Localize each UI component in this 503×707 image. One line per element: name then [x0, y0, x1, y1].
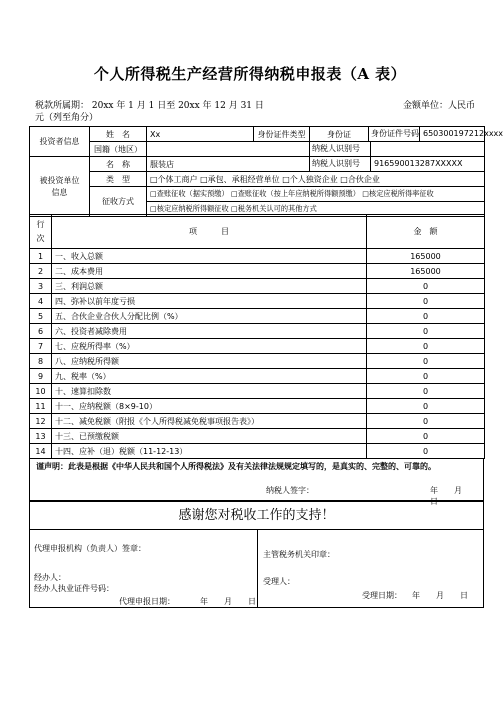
thanks-banner: 感谢您对税收工作的支持！: [29, 501, 484, 530]
row-number: 12: [30, 414, 52, 429]
table-row: [30, 339, 485, 354]
item-amount[interactable]: 0: [367, 294, 485, 309]
table-row: [30, 444, 485, 459]
tax-period: 税款所属期： 20xx 年 1 月 1 日至 20xx 年 12 月 31 日: [35, 101, 264, 111]
item-name: 十一、应纳税额（8×9-10）: [52, 399, 367, 414]
agent-org-label: 代理申报机构（负责人）签章：: [34, 544, 146, 553]
row-number: 1: [30, 249, 52, 264]
table-row: [30, 399, 485, 414]
amount-unit: 金额单位：人民币: [402, 101, 475, 111]
taxpayer-signature-label: 纳税人签字：: [266, 486, 314, 495]
item-name: 三、利润总额: [52, 279, 367, 294]
agent-date-label: 代理申报日期：: [119, 597, 175, 606]
row-number: 2: [30, 264, 52, 279]
entity-type-label: 类 型: [90, 172, 147, 187]
item-amount[interactable]: 0: [367, 279, 485, 294]
authority-date-label: 受理日期：: [362, 591, 402, 600]
item-name: 六、投资者减除费用: [52, 324, 367, 339]
table-row: [30, 384, 485, 399]
item-name: 八、应纳税所得额: [52, 354, 367, 369]
row-number: 4: [30, 294, 52, 309]
table-row: [30, 294, 485, 309]
item-amount[interactable]: 165000: [367, 249, 485, 264]
agent-cert-label: 经办人执业证件号码：: [34, 584, 114, 593]
item-name: 一、收入总额: [52, 249, 367, 264]
entity-taxpayer-id-label: 纳税人识别号: [310, 157, 371, 171]
item-amount[interactable]: 0: [367, 309, 485, 324]
item-name: 十、速算扣除数: [52, 384, 367, 399]
item-amount[interactable]: 0: [367, 384, 485, 399]
taxpayer-id-value[interactable]: [371, 142, 374, 156]
amount-header: 金 额: [367, 215, 485, 249]
investor-section-label: 投资者信息: [30, 127, 90, 157]
item-name: 二、成本费用: [52, 264, 367, 279]
row-number: 11: [30, 399, 52, 414]
signature-section: [29, 530, 484, 608]
id-number-value[interactable]: 650300197212xxxx: [423, 129, 503, 138]
table-row: [30, 369, 485, 384]
row-number: 9: [30, 369, 52, 384]
item-amount[interactable]: 0: [367, 369, 485, 384]
agent-handler-label: 经办人：: [34, 573, 66, 582]
declaration-box: [29, 458, 484, 506]
table-row: [30, 429, 485, 444]
agent-date-value: 年 月 日: [200, 597, 256, 606]
item-amount[interactable]: 0: [367, 339, 485, 354]
row-number: 10: [30, 384, 52, 399]
table-row: [30, 279, 485, 294]
investor-name-value[interactable]: Xx: [147, 127, 254, 142]
entity-taxpayer-id-value[interactable]: 916590013287XXXXX: [374, 159, 463, 168]
id-number-label: 身份证件号码: [369, 127, 420, 141]
table-row: [30, 324, 485, 339]
form-title: 个人所得税生产经营所得纳税申报表（A 表）: [93, 65, 407, 83]
table-row: [30, 309, 485, 324]
collection-method-label: 征收方式: [90, 187, 147, 217]
item-amount[interactable]: 0: [367, 414, 485, 429]
info-table: [29, 126, 503, 217]
taxpayer-id-label: 纳税人识别号: [310, 142, 371, 156]
id-type-label: 身份证件类型: [254, 127, 310, 142]
item-name: 十二、减免税额（附报《个人所得税减免税事项报告表》）: [52, 414, 367, 429]
entity-name-label: 名 称: [90, 157, 147, 172]
nationality-value[interactable]: [147, 142, 310, 157]
items-table: [29, 214, 485, 459]
authority-seal-label: 主管税务机关印章：: [263, 550, 335, 559]
entity-type-options[interactable]: □个体工商户 □承包、承租经营单位 □个人独资企业 □合伙企业: [147, 172, 485, 187]
collection-options-line2[interactable]: □核定应纳税所得额征收 □税务机关认可的其他方式: [147, 202, 485, 217]
row-number: 3: [30, 279, 52, 294]
item-name: 十三、已预缴税额: [52, 429, 367, 444]
row-number: 13: [30, 429, 52, 444]
authority-receiver-label: 受理人：: [263, 577, 295, 586]
entity-section-label: 被投资单位 信息: [30, 157, 90, 217]
amount-unit-note: 元（列至角分）: [35, 113, 99, 123]
id-type-value[interactable]: 身份证: [310, 127, 369, 142]
row-number: 5: [30, 309, 52, 324]
investor-name-label: 姓 名: [90, 127, 147, 142]
row-number: 6: [30, 324, 52, 339]
item-amount[interactable]: 0: [367, 429, 485, 444]
item-amount[interactable]: 0: [367, 444, 485, 459]
declaration-date: 年 月 日: [430, 486, 478, 506]
authority-date-value: 年 月 日: [412, 591, 468, 600]
item-amount[interactable]: 0: [367, 399, 485, 414]
table-row: [30, 249, 485, 264]
declaration-text: 谨声明：此表是根据《中华人民共和国个人所得税法》及有关法律法规规定填写的，是真实的、完整的、可靠的。: [36, 462, 436, 471]
item-name: 七、应税所得率（%）: [52, 339, 367, 354]
row-number: 14: [30, 444, 52, 459]
table-row: [30, 354, 485, 369]
row-number: 8: [30, 354, 52, 369]
item-name: 五、合伙企业合伙人分配比例（%）: [52, 309, 367, 324]
item-header: 项 目: [52, 215, 367, 249]
item-amount[interactable]: 0: [367, 324, 485, 339]
item-name: 十四、应补（退）税额（11-12-13）: [52, 444, 367, 459]
nationality-label: 国籍（地区）: [90, 142, 147, 157]
collection-options-line1[interactable]: □查账征收（据实预缴） □查账征收（按上年应纳税所得额预缴） □核定应税所得率征收: [147, 187, 485, 202]
row-number: 7: [30, 339, 52, 354]
item-amount[interactable]: 165000: [367, 264, 485, 279]
signature-divider: [257, 530, 258, 607]
item-name: 九、税率（%）: [52, 369, 367, 384]
period-line: [35, 100, 475, 124]
entity-name-value[interactable]: 服装店: [147, 157, 310, 172]
table-row: [30, 414, 485, 429]
row-number-header: 行 次: [30, 215, 52, 249]
item-name: 四、弥补以前年度亏损: [52, 294, 367, 309]
item-amount[interactable]: 0: [367, 354, 485, 369]
table-row: [30, 264, 485, 279]
